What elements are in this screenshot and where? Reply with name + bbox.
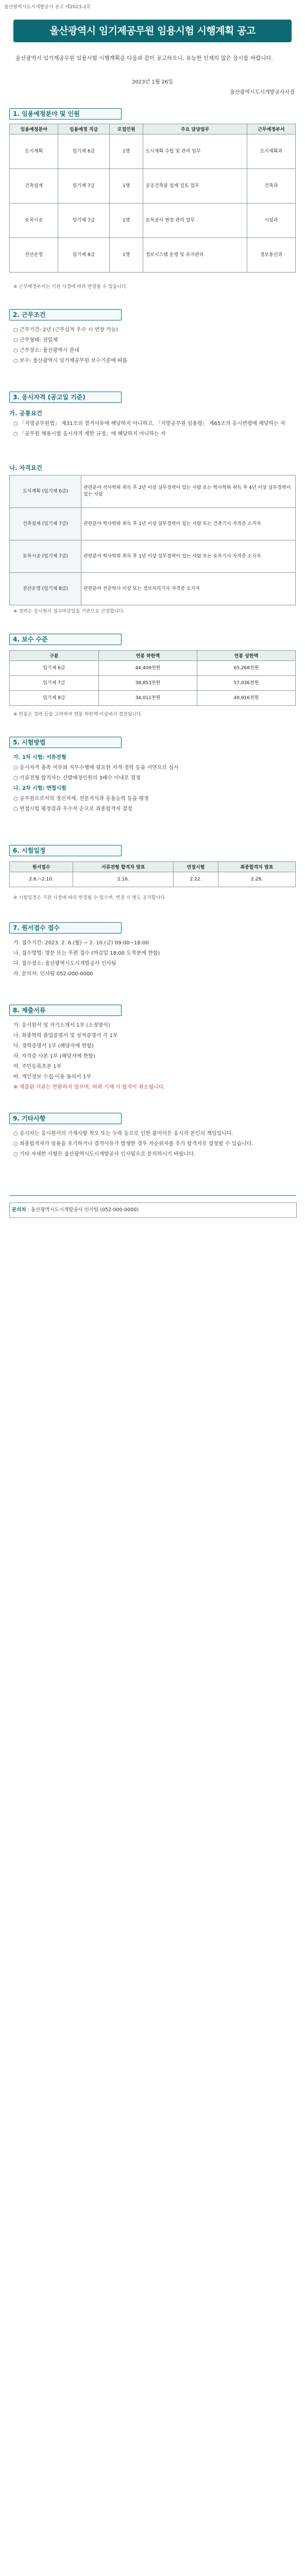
table-cell: 도시계획 수립 및 관리 업무 [143, 134, 247, 169]
contact-value: 울산광역시도시개발공사 인사팀 (052-000-0000) [30, 1207, 139, 1213]
table-cell: 임기제 6급 [58, 134, 110, 169]
table-row [10, 134, 296, 169]
qualification-note: ※ 경력은 응시원서 접수마감일을 기준으로 산정합니다. [13, 609, 125, 614]
table-cell: 토목시공 [10, 204, 58, 238]
list-item: 다. 접수장소: 울산광역시도시개발공사 인사팀 [13, 961, 116, 967]
table-header: 임용예정분야 [10, 124, 58, 134]
notice-signature: 울산광역시도시개발공사사장 [230, 90, 295, 95]
list-item: 다. 경력증명서 1부 (해당자에 한함) [13, 1043, 94, 1049]
table-cell: 38,853천원 [98, 676, 197, 691]
table-row [10, 238, 296, 273]
table-header: 서류전형 합격자 발표 [73, 862, 174, 872]
table-header: 주요 담당업무 [143, 124, 247, 134]
table-cell: 도시계획 [10, 134, 58, 169]
table-cell: 전산운영 [10, 238, 58, 273]
section-heading-7: 7. 원서접수 접수 [9, 922, 122, 934]
list-item: ○ 보수: 울산광역시 임기제공무원 보수기준에 따름 [13, 358, 128, 364]
sub-heading-special: 나. 자격요건 [9, 464, 42, 471]
table-cell: 1명 [109, 169, 143, 204]
table-cell: 2.6.~2.10. [10, 872, 73, 887]
table-row [10, 204, 296, 238]
table-cell: 도시계획 (임기제 6급) [10, 476, 81, 508]
table-cell: 토목시공 (임기제 7급) [10, 540, 81, 573]
table-cell: 관련분야 학사학위 취득 후 1년 이상 실무경력이 있는 사람 또는 건축기사 자격증 소지자 [81, 508, 296, 540]
application-info [13, 939, 296, 980]
table-cell: 관련분야 학사학위 취득 후 1년 이상 실무경력이 있는 사람 또는 토목기사 자격증 소지자 [81, 540, 296, 573]
list-item: 나. 최종학력 졸업증명서 및 성적증명서 각 1부 [13, 1033, 118, 1039]
section-heading-3: 3. 응시자격 (공고일 기준) [9, 392, 122, 403]
intro-text: 울산광역시 임기제공무원 임용시험 시행계획을 다음과 같이 공고하오니, 유능한 인재의 많은 응시를 바랍니다. [15, 55, 273, 61]
schedule-table [9, 861, 296, 887]
table-cell: 1명 [109, 238, 143, 273]
list-item: 바. 개인정보 수집·이용 동의서 1부 [13, 1074, 92, 1080]
schedule-note: ※ 시험일정은 기관 사정에 따라 변경될 수 있으며, 변경 시 별도 공지합니다. [13, 895, 166, 901]
table-cell: 임기제 7급 [58, 169, 110, 204]
list-item: ○ 「지방공무원법」 제31조의 결격사유에 해당하지 아니하고, 「지방공무원 임용령」 제65조의 응시연령에 해당하는 자 [13, 421, 285, 427]
section-heading-9: 9. 기타사항 [9, 1113, 122, 1124]
table-row [10, 691, 296, 706]
section-heading-6: 6. 시험일정 [9, 845, 122, 856]
table-cell: 정보통신과 [247, 238, 295, 273]
table-cell: 임기제 7급 [10, 676, 99, 691]
contact-label: 문의처 [12, 1207, 26, 1213]
etc-list [13, 1129, 296, 1160]
table-cell: 2.16. [73, 872, 174, 887]
list-item: ○ 근무형태: 전일제 [13, 337, 58, 343]
table-cell: 임기제 6급 [10, 661, 99, 676]
list-item: ○ 서류전형 합격자는 선발예정인원의 3배수 이내로 결정 [13, 775, 141, 781]
list-item: 라. 자격증 사본 1부 (해당자에 한함) [13, 1054, 95, 1059]
table-cell: 2.22. [174, 872, 218, 887]
table-note: ※ 근무예정부서는 기관 사정에 따라 변경될 수 있습니다. [13, 284, 128, 290]
table-header: 연봉 하한액 [98, 651, 197, 661]
list-item: ○ 응시자격 충족 여부와 직무수행에 필요한 자격·경력 등을 서면으로 심사 [13, 765, 179, 771]
section-heading-1: 1. 임용예정분야 및 인원 [9, 108, 122, 120]
work-conditions [13, 326, 296, 367]
list-item: ○ 근무기간: 2년 (근무실적 우수 시 연장 가능) [13, 327, 118, 333]
pay-table [9, 650, 296, 706]
list-item: 마. 주민등록초본 1부 [13, 1064, 62, 1070]
qualification-table [9, 475, 296, 605]
section-heading-2: 2. 근무조건 [9, 309, 122, 320]
common-requirements [13, 419, 296, 440]
table-cell: 2.28. [218, 872, 295, 887]
table-cell: 정보시스템 운영 및 유지관리 [143, 238, 247, 273]
table-row [10, 508, 296, 540]
table-cell: 건축설계 [10, 169, 58, 204]
table-row [10, 676, 296, 691]
table-cell: 건축과 [247, 169, 295, 204]
list-item: 가. 1차 시험: 서류전형 [13, 755, 66, 760]
table-cell: 57,036천원 [197, 676, 295, 691]
table-header: 면접시험 [174, 862, 218, 872]
table-cell: 공공건축물 설계 검토 업무 [143, 169, 247, 204]
list-item: ○ 「공무원 채용시험 응시자격 제한 규정」에 해당하지 아니하는 자 [13, 431, 166, 437]
table-cell: 토목공사 현장 관리 업무 [143, 204, 247, 238]
table-header: 원서접수 [10, 862, 73, 872]
list-item: ○ 기타 자세한 사항은 울산광역시도시개발공사 인사팀으로 문의하시기 바랍니다. [13, 1151, 195, 1157]
table-row [10, 476, 296, 508]
table-cell: 전산운영 (임기제 8급) [10, 573, 81, 605]
list-item: 나. 접수방법: 방문 또는 우편 접수 (마감일 18:00 도착분에 한함) [13, 951, 160, 956]
notice-number: 울산광역시도시개발공사 공고 제2023-2호 [4, 5, 91, 10]
table-header: 임용예정 직급 [58, 124, 110, 134]
table-row [10, 661, 296, 676]
table-cell: 34,011천원 [98, 691, 197, 706]
table-cell: 건축설계 (임기제 7급) [10, 508, 81, 540]
table-row [10, 573, 296, 605]
table-cell: 49,916천원 [197, 691, 295, 706]
list-item: 라. 문의처: 인사팀 052-000-0000 [13, 971, 93, 977]
table-cell: 도시계획과 [247, 134, 295, 169]
table-cell: 44,409천원 [98, 661, 197, 676]
table-cell: 관련분야 석사학위 취득 후 2년 이상 실무경력이 있는 사람 또는 학사학위 취득 후 4년 이상 실무경력이 있는 사람 [81, 476, 296, 508]
table-cell: 1명 [109, 134, 143, 169]
contact-box: 문의처 : 울산광역시도시개발공사 인사팀 (052-000-0000) [9, 1202, 297, 1218]
list-item: 나. 2차 시험: 면접시험 [13, 786, 66, 791]
table-header: 모집인원 [109, 124, 143, 134]
positions-table [9, 124, 296, 273]
table-header: 최종합격자 발표 [218, 862, 295, 872]
section-heading-5: 5. 시험방법 [9, 737, 122, 748]
table-header: 구분 [10, 651, 99, 661]
table-cell: 임기제 8급 [10, 691, 99, 706]
table-cell: 1명 [109, 204, 143, 238]
list-item: ※ 제출된 서류는 반환하지 않으며, 허위 기재 시 합격이 취소됩니다. [13, 1084, 165, 1090]
table-cell: 65,268천원 [197, 661, 295, 676]
table-row [10, 169, 296, 204]
section-heading-4: 4. 보수 수준 [9, 634, 122, 645]
list-item: 가. 접수기간: 2023. 2. 6.(월) ~ 2. 10.(금) 09:00~18:00 [13, 940, 149, 946]
table-cell: 시설과 [247, 204, 295, 238]
list-item: ○ 면접시험 평정결과 우수자 순으로 최종합격자 결정 [13, 806, 132, 812]
documents-list [13, 1021, 296, 1093]
table-cell: 임기제 8급 [58, 238, 110, 273]
divider [9, 1195, 296, 1196]
table-header: 근무예정부서 [247, 124, 295, 134]
notice-date: 2023년 1월 26일 [132, 79, 173, 85]
list-item: 가. 응시원서 및 자기소개서 1부 (소정양식) [13, 1023, 110, 1028]
table-header: 연봉 상한액 [197, 651, 295, 661]
table-row [10, 872, 296, 887]
table-row [10, 540, 296, 573]
table-cell: 관련분야 전문학사 이상 또는 정보처리기사 자격증 소지자 [81, 573, 296, 605]
list-item: ○ 최종합격자가 임용을 포기하거나 결격사유가 발생한 경우 차순위자를 추가 합격자로 결정할 수 있습니다. [13, 1141, 253, 1147]
section-heading-8: 8. 제출서류 [9, 1005, 122, 1016]
table-cell: 임기제 7급 [58, 204, 110, 238]
page-title: 울산광역시 임기제공무원 임용시험 시행계획 공고 [13, 20, 292, 42]
list-item: ○ 응시자는 응시원서의 기재사항 착오 또는 누락 등으로 인한 불이익은 응시자 본인의 책임입니다. [13, 1131, 233, 1137]
list-item: ○ 근무장소: 울산광역시 관내 [13, 348, 79, 353]
exam-method [13, 753, 296, 815]
list-item: ○ 공무원으로서의 정신자세, 전문지식과 응용능력 등을 평정 [13, 796, 149, 802]
sub-heading-common: 가. 공통요건 [9, 410, 42, 417]
pay-note: ※ 연봉은 경력 등을 고려하여 연봉 하한액 이상에서 결정됩니다. [13, 712, 143, 717]
